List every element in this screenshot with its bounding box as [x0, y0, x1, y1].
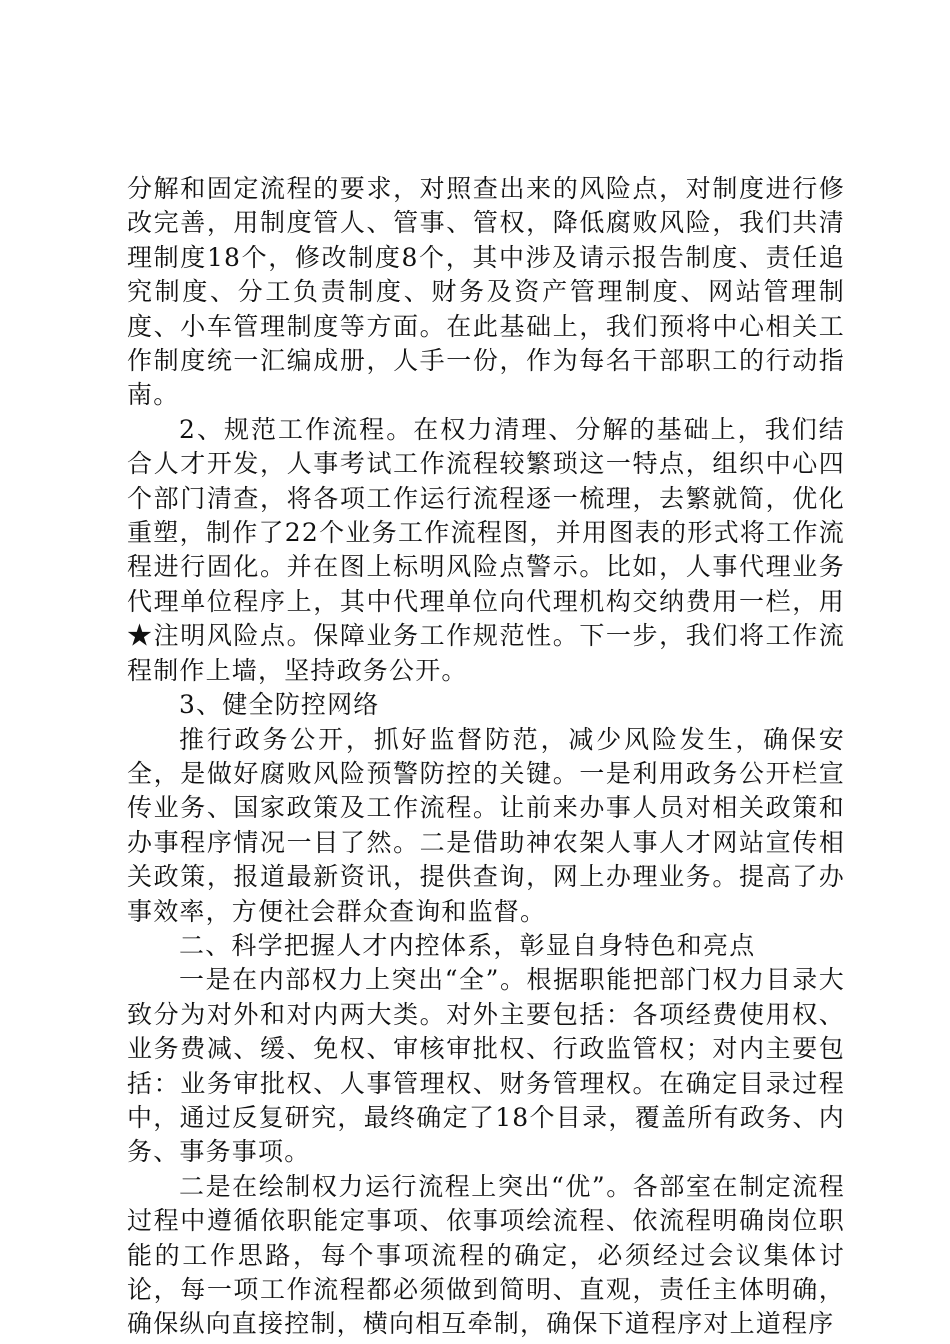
paragraph-government-transparency: 推行政务公开，抓好监督防范，减少风险发生，确保安全，是做好腐败风险预警防控的关键。一是利用政务公开栏宣传业务、国家政策及工作流程。让前来办事人员对相关政策和办事程序情况一目了然。二是借助神农架人事人才网站宣传相关政策，报道最新资讯，提供查询，网上办理业务。提高了办事效率，方便社会群众查询和监督。: [127, 724, 845, 926]
paragraph-standardize-workflow: 2、规范工作流程。在权力清理、分解的基础上，我们结合人才开发，人事考试工作流程较繁琐这一特点，组织中心四个部门清查，将各项工作运行流程逐一梳理，去繁就简，优化重塑，制作了22个业务工作流程图，并用图表的形式将工作流程进行固化。并在图上标明风险点警示。比如，人事代理业务代理单位程序上，其中代理单位向代理机构交纳费用一栏，用★注明风险点。保障业务工作规范性。下一步，我们将工作流程制作上墙，坚持政务公开。: [127, 414, 845, 685]
document-body: [127, 172, 845, 1342]
paragraph-heading-prevention-network: 3、健全防控网络: [179, 690, 380, 720]
section-heading-internal-control: 二、科学把握人才内控体系，彰显自身特色和亮点: [179, 930, 756, 960]
paragraph-power-catalog: 一是在内部权力上突出“全”。根据职能把部门权力目录大致分为对外和对内两大类。对外主要包括：各项经费使用权、业务费减、缓、免权、审核审批权、行政监管权；对内主要包括：业务审批权、人事管理权、财务管理权。在确定目录过程中，通过反复研究，最终确定了18个目录，覆盖所有政务、内务、事务事项。: [127, 965, 845, 1167]
paragraph-power-flow: 二是在绘制权力运行流程上突出“优”。各部室在制定流程过程中遵循依职能定事项、依事项绘流程、依流程明确岗位职能的工作思路，每个事项流程的确定，必须经过会议集体讨论，每一项工作流程都必须做到简明、直观，责任主体明确，确保纵向直接控制，横向相互牵制，确保下道程序对上道程序: [127, 1171, 845, 1339]
paragraph-system-revision: 分解和固定流程的要求，对照查出来的风险点，对制度进行修改完善，用制度管人、管事、管权，降低腐败风险，我们共清理制度18个，修改制度8个，其中涉及请示报告制度、责任追究制度、分工负责制度、财务及资产管理制度、网站管理制度、小车管理制度等方面。在此基础上，我们预将中心相关工作制度统一汇编成册，人手一份，作为每名干部职工的行动指南。: [127, 174, 845, 410]
